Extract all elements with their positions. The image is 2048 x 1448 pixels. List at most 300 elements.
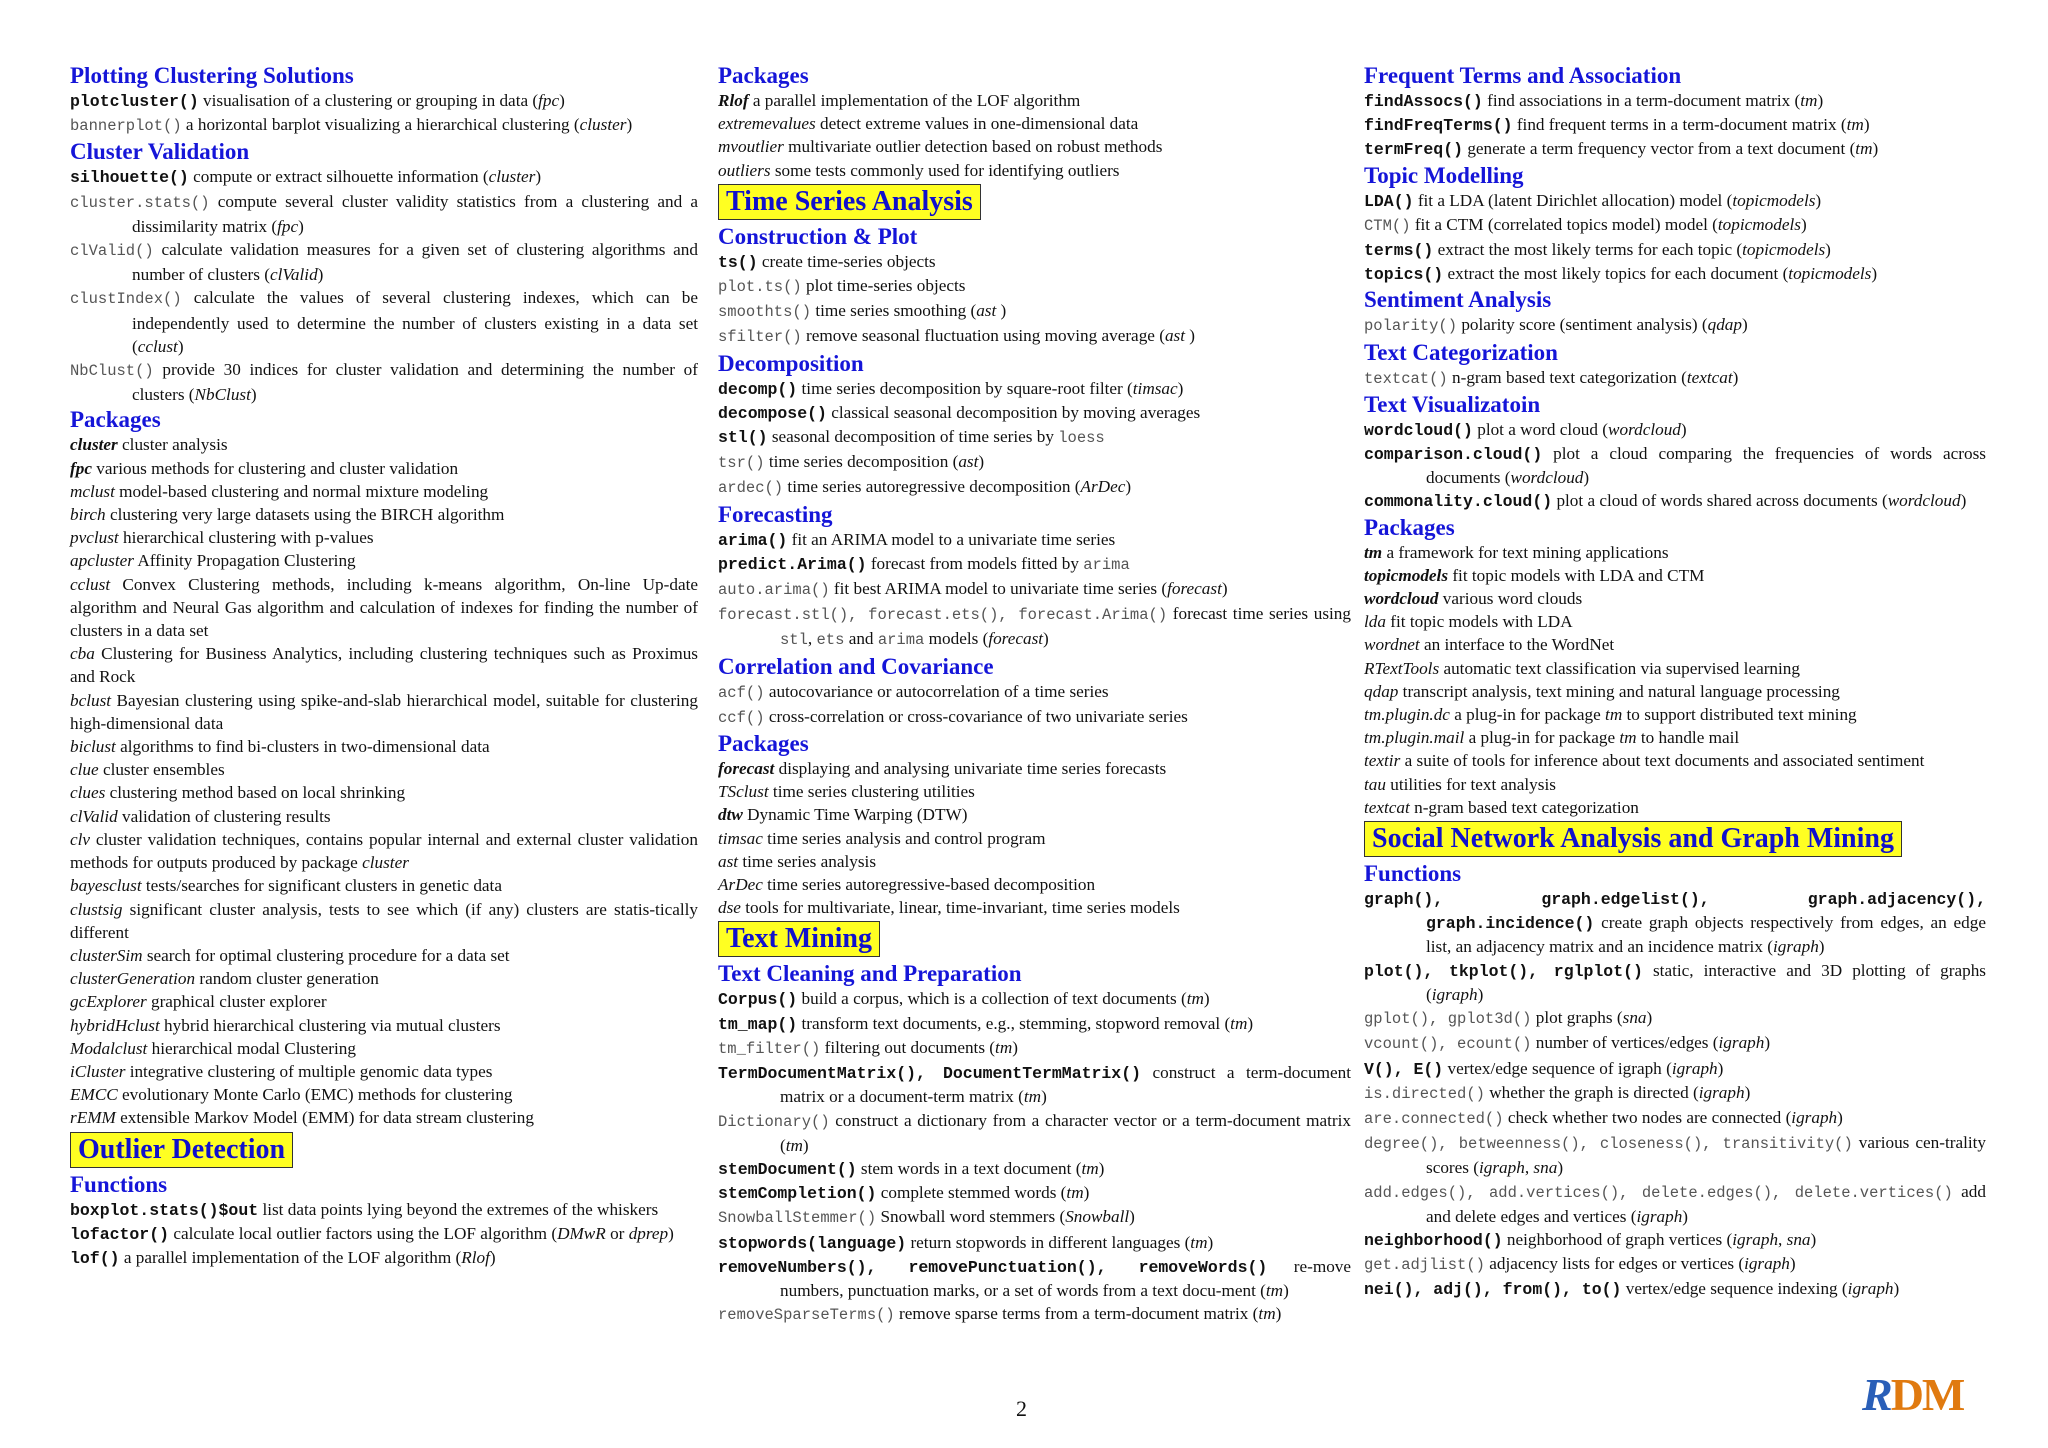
entry-text: evolutionary Monte Carlo (EMC) methods for clustering — [117, 1085, 513, 1105]
function-name: cluster.stats() — [70, 193, 210, 212]
entry-text: fit best ARIMA model to univariate time series ( — [829, 579, 1168, 599]
package-name: biclust — [70, 737, 116, 757]
function-entry — [1364, 1180, 1986, 1228]
entry-text: time series decomposition ( — [764, 452, 959, 472]
entry-text: time series analysis and control program — [762, 828, 1046, 848]
entry-text: ) — [1744, 1082, 1751, 1102]
function-name: stemCompletion() — [718, 1184, 877, 1204]
package-name: igraph — [1847, 1279, 1894, 1299]
package-entry — [70, 805, 698, 828]
column-right — [1364, 62, 1986, 1302]
entry-text: a horizontal barplot visualizing a hierarchical clustering ( — [181, 115, 580, 135]
package-entry — [70, 944, 698, 967]
package-name: clustsig — [70, 899, 123, 919]
function-name: CTM() — [1364, 216, 1411, 235]
function-name: is.directed() — [1364, 1084, 1485, 1103]
entry-text: ) — [1185, 326, 1196, 346]
package-name: cluster — [579, 115, 627, 135]
entry-text: return stopwords in different languages ( — [906, 1232, 1191, 1252]
package-entry — [1364, 657, 1986, 680]
package-name: tm.plugin.dc — [1364, 705, 1450, 725]
entry-text: ) — [1682, 1206, 1689, 1226]
entry-text: forecast from models fitted by — [866, 553, 1084, 573]
entry-text: some tests commonly used for identifying outliers — [770, 160, 1120, 180]
function-entry — [70, 1246, 698, 1270]
package-name: DMwR — [557, 1223, 606, 1243]
function-entry — [1364, 442, 1986, 489]
entry-text: ) — [668, 1223, 674, 1243]
entry-text: hybrid hierarchical clustering via mutual clusters — [159, 1015, 501, 1035]
entry-text: ) — [535, 167, 542, 187]
function-entry — [718, 1036, 1351, 1061]
package-name: Snowball — [1065, 1207, 1130, 1227]
function-entry — [70, 190, 698, 238]
function-entry — [1364, 1131, 1986, 1179]
function-name: removeSparseTerms() — [718, 1306, 895, 1325]
section-heading: Decomposition — [718, 350, 864, 376]
function-entry — [718, 577, 1351, 602]
entry-text: plot graphs ( — [1531, 1008, 1623, 1028]
package-entry — [70, 967, 698, 990]
package-entry — [70, 1106, 698, 1129]
chapter-title-row — [718, 919, 1351, 960]
function-entry — [1364, 1031, 1986, 1056]
function-name: commonality.cloud() — [1364, 492, 1553, 512]
entry-text: compute or extract silhouette information ( — [188, 167, 489, 187]
entry-text: ) — [1098, 1158, 1105, 1178]
function-entry — [718, 274, 1351, 299]
package-entry — [718, 850, 1351, 873]
function-name: forecast.stl(), forecast.ets(), forecast.Arima() — [718, 606, 1168, 625]
package-entry — [718, 827, 1351, 850]
package-name: ast — [1164, 326, 1185, 346]
function-entry — [718, 1181, 1351, 1205]
function-entry — [70, 89, 698, 113]
package-name: cluster — [488, 167, 536, 187]
function-name: findAssocs() — [1364, 92, 1483, 111]
function-entry — [1364, 113, 1986, 137]
function-entry — [1364, 213, 1986, 238]
entry-text: various cen-trality scores ( — [1426, 1133, 1986, 1178]
package-entry — [70, 898, 698, 944]
package-name: tm — [1855, 139, 1873, 159]
entry-text: ) — [1764, 1033, 1771, 1053]
function-entry — [70, 358, 698, 406]
package-entry — [70, 758, 698, 781]
entry-text: Bayesian clustering using spike-and-slab hierarchical model, suitable for clustering high-dimensional data — [70, 690, 698, 733]
package-name: rEMM — [70, 1108, 116, 1128]
package-entry — [70, 433, 698, 456]
entry-text: cross-correlation or cross-covariance of two univariate series — [764, 706, 1188, 726]
entry-text: ) — [177, 336, 184, 356]
entry-text: random cluster generation — [195, 969, 379, 989]
chapter-title-row — [1364, 819, 1986, 860]
entry-text: ) — [802, 1135, 809, 1155]
section-heading: Topic Modelling — [1364, 162, 1524, 188]
package-name: clValid — [70, 806, 118, 826]
entry-text: time series analysis — [738, 851, 877, 871]
entry-text: graphical cluster explorer — [146, 992, 327, 1012]
package-name: extremevalues — [718, 114, 816, 134]
entry-text: a framework for text mining applications — [1382, 542, 1669, 562]
package-name: tm — [1190, 1232, 1208, 1252]
package-name: timsac — [1132, 378, 1178, 398]
entry-text: tools for multivariate, linear, time-invariant, time series models — [740, 898, 1180, 918]
package-name: tm — [1258, 1304, 1276, 1324]
entry-text: ) — [1083, 1183, 1090, 1203]
function-entry — [1364, 137, 1986, 161]
function-name: auto.arima() — [718, 581, 830, 600]
function-name: loess — [1058, 429, 1105, 448]
package-name: cclust — [137, 336, 178, 356]
package-name: RTextTools — [1364, 658, 1440, 678]
package-entry — [70, 526, 698, 549]
package-name: igraph — [1744, 1254, 1790, 1274]
entry-text: calculate the values of several clustering indexes, which can be independently used to determine the number of clusters existing in a data set ( — [132, 288, 698, 356]
rdm-logo — [1862, 1368, 1963, 1421]
package-name: cluster — [362, 853, 409, 873]
package-name: topicmodels — [1732, 190, 1816, 210]
entry-text: hierarchical clustering with p-values — [118, 528, 374, 548]
package-entry — [1364, 541, 1986, 564]
package-name: sna — [1786, 1229, 1811, 1249]
package-entry — [1364, 633, 1986, 656]
entry-text: create graph objects respectively from edges, an edge list, an adjacency matrix and an incidence matrix ( — [1426, 913, 1986, 957]
entry-text: compute several cluster validity statistics from a clustering and a dissimilarity matrix ( — [132, 191, 698, 236]
entry-text: a parallel implementation of the LOF algorithm — [748, 91, 1081, 110]
function-entry — [1364, 1277, 1986, 1301]
entry-text: integrative clustering of multiple genomic data types — [125, 1061, 493, 1081]
entry-text: visualisation of a clustering or grouping in data ( — [198, 91, 539, 110]
package-name: igraph — [1636, 1206, 1683, 1226]
entry-text: ) — [1477, 984, 1484, 1004]
entry-text: fit an ARIMA model to a univariate time series — [787, 529, 1116, 549]
package-name: qdap — [1707, 315, 1742, 335]
entry-text: transcript analysis, text mining and natural language processing — [1398, 681, 1840, 701]
package-name: Rlof — [461, 1247, 490, 1267]
package-name: clues — [70, 783, 106, 803]
entry-text: or — [605, 1223, 629, 1243]
section-heading: Frequent Terms and Association — [1364, 63, 1682, 88]
entry-text: , — [1524, 1158, 1534, 1178]
entry-text: ) — [1717, 1058, 1724, 1078]
entry-text: ) — [1012, 1037, 1018, 1057]
function-name: stl — [780, 631, 808, 650]
package-entry — [70, 828, 698, 874]
entry-text: ) — [1557, 1158, 1564, 1178]
function-name: arima — [877, 631, 925, 650]
function-name: stemDocument() — [718, 1159, 857, 1179]
package-name: NbClust — [194, 385, 251, 405]
function-name: termFreq() — [1364, 140, 1464, 160]
package-name: tm — [1230, 1013, 1248, 1033]
entry-text: plot a cloud comparing the frequencies of words across documents ( — [1426, 444, 1986, 488]
entry-text: ) — [1221, 579, 1228, 599]
function-name: acf() — [718, 683, 765, 702]
entry-text: generate a term frequency vector from a text document ( — [1463, 139, 1856, 159]
entry-text: , — [1778, 1229, 1787, 1249]
function-name: topics() — [1364, 265, 1444, 285]
function-name: clValid() — [70, 242, 154, 261]
entry-text: ) — [626, 115, 633, 135]
function-name: clustIndex() — [70, 290, 182, 309]
package-name: TSclust — [718, 782, 769, 802]
package-entry — [718, 135, 1351, 158]
entry-text: time series autoregressive decomposition ( — [783, 477, 1081, 497]
package-name: forecast — [718, 759, 775, 779]
entry-text: vertex/edge sequence indexing ( — [1621, 1279, 1848, 1299]
package-entry — [1364, 749, 1986, 772]
entry-text: find frequent terms in a term-document matrix ( — [1512, 115, 1847, 135]
package-name: igraph — [1732, 1229, 1779, 1249]
package-name: cluster — [70, 435, 118, 455]
entry-text: ) — [1283, 1280, 1289, 1300]
entry-text: vertex/edge sequence of igraph ( — [1443, 1058, 1672, 1078]
section-heading: Forecasting — [718, 501, 833, 527]
entry-text: detect extreme values in one-dimensional data — [815, 114, 1139, 134]
entry-text: ) — [1815, 190, 1822, 210]
package-name: ArDec — [718, 875, 763, 895]
column-left — [70, 62, 698, 1270]
entry-text: Dynamic Time Warping (DTW) — [742, 805, 968, 825]
package-name: igraph — [1478, 1158, 1525, 1178]
entry-text: ) — [489, 1247, 496, 1267]
package-entry — [718, 757, 1351, 780]
package-entry — [718, 873, 1351, 896]
section-heading: Packages — [718, 63, 809, 88]
function-name: decompose() — [718, 403, 827, 423]
package-name: clusterSim — [70, 945, 143, 965]
entry-text: check whether two nodes are connected ( — [1503, 1107, 1792, 1127]
entry-text: ) — [1789, 1254, 1796, 1274]
function-name: NbClust() — [70, 362, 154, 381]
entry-text: validation of clustering results — [117, 806, 331, 826]
package-name: topicmodels — [1742, 240, 1826, 260]
function-entry — [718, 705, 1351, 730]
entry-text: extract the most likely topics for each document ( — [1443, 264, 1789, 284]
function-entry — [1364, 189, 1986, 213]
entry-text: ) — [1680, 419, 1687, 439]
function-entry — [718, 450, 1351, 475]
section-heading: Functions — [1364, 861, 1462, 887]
package-entry — [1364, 796, 1986, 819]
package-name: dprep — [628, 1223, 669, 1243]
package-name: fpc — [538, 91, 560, 110]
function-name: plotcluster() — [70, 92, 199, 111]
entry-text: calculate validation measures for a given set of clustering algorithms and number of clusters ( — [132, 240, 698, 285]
entry-text: build a corpus, which is a collection of text documents ( — [797, 989, 1187, 1009]
package-name: pvclust — [70, 528, 119, 548]
function-name: ets — [816, 631, 845, 650]
entry-text: add and delete edges and vertices ( — [1426, 1181, 1986, 1226]
function-entry — [70, 1222, 698, 1246]
package-name: topicmodels — [1717, 214, 1801, 234]
section-heading: Text Categorization — [1364, 339, 1558, 365]
entry-text: ) — [1818, 937, 1825, 957]
package-name: igraph — [1772, 937, 1819, 957]
package-name: tm — [1023, 1087, 1042, 1107]
function-entry — [70, 165, 698, 189]
package-entry — [70, 642, 698, 688]
function-entry — [718, 1061, 1351, 1108]
function-name: are.connected() — [1364, 1109, 1504, 1128]
package-entry — [1364, 587, 1986, 610]
function-name: ccf() — [718, 708, 765, 727]
entry-text: model-based clustering and normal mixture modeling — [114, 481, 489, 501]
entry-text: ) — [1893, 1279, 1900, 1299]
entry-text: ) — [1960, 491, 1967, 511]
function-entry — [1364, 418, 1986, 442]
entry-text: ) — [1247, 1013, 1254, 1033]
entry-text: classical seasonal decomposition by moving averages — [826, 402, 1201, 422]
entry-text: transform text documents, e.g., stemming, stopword removal ( — [797, 1013, 1231, 1033]
chapter-title: Time Series Analysis — [718, 184, 981, 220]
package-name: clv — [70, 829, 91, 849]
package-name: fpc — [70, 458, 92, 478]
package-entry — [70, 1060, 698, 1083]
entry-text: ) — [1863, 115, 1870, 135]
package-entry — [70, 874, 698, 897]
entry-text: cluster ensembles — [98, 760, 225, 780]
entry-text: number of vertices/edges ( — [1531, 1033, 1719, 1053]
package-name: igraph — [1718, 1033, 1765, 1053]
package-name: qdap — [1364, 681, 1399, 701]
function-name: findFreqTerms() — [1364, 116, 1513, 136]
section-heading: Construction & Plot — [718, 223, 918, 249]
function-entry — [70, 1198, 698, 1222]
entry-text: remove seasonal fluctuation using moving average ( — [801, 326, 1165, 346]
package-entry — [1364, 564, 1986, 587]
function-name: wordcloud() — [1364, 420, 1473, 440]
package-name: dtw — [718, 805, 743, 825]
package-name: bayesclust — [70, 876, 142, 896]
chapter-title: Social Network Analysis and Graph Mining — [1364, 821, 1902, 857]
column-middle — [718, 62, 1351, 1327]
package-name: timsac — [718, 828, 763, 848]
entry-text: ) — [1583, 468, 1590, 488]
function-name: Dictionary() — [718, 1112, 830, 1131]
entry-text: cluster analysis — [117, 435, 228, 455]
entry-text: displaying and analysing univariate time series forecasts — [774, 759, 1167, 779]
entry-text: forecast time series using — [1167, 604, 1351, 624]
function-entry — [70, 286, 698, 358]
entry-text: seasonal decomposition of time series by — [767, 427, 1059, 447]
package-name: textcat — [1364, 797, 1410, 817]
entry-text: Snowball word stemmers ( — [876, 1207, 1066, 1227]
function-name: get.adjlist() — [1364, 1256, 1485, 1275]
entry-text: remove sparse terms from a term-document matrix ( — [894, 1304, 1259, 1324]
package-name: tm — [1066, 1183, 1084, 1203]
function-name: stopwords(language) — [718, 1233, 907, 1253]
package-entry — [70, 1014, 698, 1037]
entry-text: n-gram based text categorization — [1409, 797, 1639, 817]
entry-text: an interface to the WordNet — [1419, 635, 1615, 655]
entry-text: ) — [1872, 139, 1879, 159]
entry-text: provide 30 indices for cluster validation and determining the number of clusters ( — [132, 360, 698, 405]
package-name: igraph — [1791, 1107, 1838, 1127]
package-name: topicmodels — [1364, 565, 1449, 585]
package-name: forecast — [988, 629, 1044, 649]
function-entry — [718, 425, 1351, 450]
package-name: clusterGeneration — [70, 969, 196, 989]
entry-text: ) — [1837, 1107, 1843, 1127]
function-entry — [1364, 89, 1986, 113]
entry-text: significant cluster analysis, tests to see which (if any) clusters are statis-tically different — [70, 899, 698, 942]
function-entry — [718, 1231, 1351, 1255]
function-name: lofactor() — [70, 1224, 170, 1244]
entry-text: algorithms to find bi-clusters in two-dimensional data — [115, 737, 490, 757]
function-entry — [70, 238, 698, 286]
package-name: sna — [1533, 1158, 1558, 1178]
entry-text: ) — [1810, 1229, 1817, 1249]
package-name: forecast — [1167, 579, 1222, 599]
package-name: dse — [718, 898, 741, 918]
section-heading: Functions — [70, 1171, 168, 1197]
entry-text: fit topic models with LDA — [1385, 612, 1573, 632]
function-entry — [1364, 238, 1986, 262]
function-name: neighborhood() — [1364, 1230, 1503, 1250]
package-name: ArDec — [1080, 477, 1126, 497]
function-entry — [718, 1302, 1351, 1327]
entry-text: time series decomposition by square-root filter ( — [797, 378, 1133, 398]
entry-text: plot time-series objects — [801, 276, 966, 296]
entry-text: extract the most likely terms for each topic ( — [1433, 240, 1743, 260]
function-name: boxplot.stats()$out — [70, 1200, 259, 1220]
function-name: lof() — [70, 1248, 120, 1268]
entry-text: ) — [1871, 264, 1878, 284]
package-name: wordnet — [1364, 635, 1420, 655]
logo-rest: DM — [1890, 1369, 1964, 1420]
entry-text: ) — [996, 301, 1007, 321]
function-name: ts() — [718, 252, 758, 272]
package-name: tm — [1186, 989, 1204, 1009]
entry-text: ) — [317, 265, 324, 285]
entry-text: a suite of tools for inference about text documents and associated sentiment — [1400, 751, 1925, 771]
function-name: ardec() — [718, 479, 784, 498]
function-name: plot.ts() — [718, 278, 802, 297]
function-name: removeNumbers(), removePunctuation(), removeWords() — [718, 1257, 1268, 1277]
function-name: plot(), tkplot(), rglplot() — [1364, 961, 1643, 981]
package-entry — [70, 990, 698, 1013]
function-name: gplot(), gplot3d() — [1364, 1010, 1532, 1029]
function-name: LDA() — [1364, 191, 1414, 211]
package-name: tm — [1619, 728, 1637, 748]
chapter-title-row — [70, 1130, 698, 1171]
entry-text: ) — [1800, 214, 1807, 234]
entry-text: a plug-in for package — [1464, 728, 1620, 748]
entry-text: various word clouds — [1438, 589, 1583, 609]
entry-text: time series autoregressive-based decomposition — [762, 875, 1096, 895]
package-name: Modalclust — [70, 1038, 148, 1058]
entry-text: models ( — [924, 629, 989, 649]
entry-text: Convex Clustering methods, including k-means algorithm, On-line Up-date algorithm and Neural Gas algorithm and calculation of indexes for finding the number of clusters in a data set — [70, 574, 698, 641]
function-entry — [718, 528, 1351, 552]
entry-text: ) — [1207, 1232, 1214, 1252]
entry-text: whether the graph is directed ( — [1484, 1082, 1699, 1102]
entry-text: a plug-in for package — [1449, 705, 1606, 725]
package-entry — [70, 480, 698, 503]
package-name: tm — [785, 1135, 803, 1155]
function-entry — [1364, 1228, 1986, 1252]
package-name: wordcloud — [1887, 491, 1961, 511]
function-name: SnowballStemmer() — [718, 1209, 877, 1228]
entry-text: fit a LDA (latent Dirichlet allocation) model ( — [1413, 190, 1733, 210]
chapter-title-row — [718, 182, 1351, 223]
function-name: smoothts() — [718, 303, 812, 322]
entry-text: polarity score (sentiment analysis) ( — [1457, 315, 1708, 335]
package-entry — [718, 896, 1351, 919]
function-entry — [718, 552, 1351, 577]
